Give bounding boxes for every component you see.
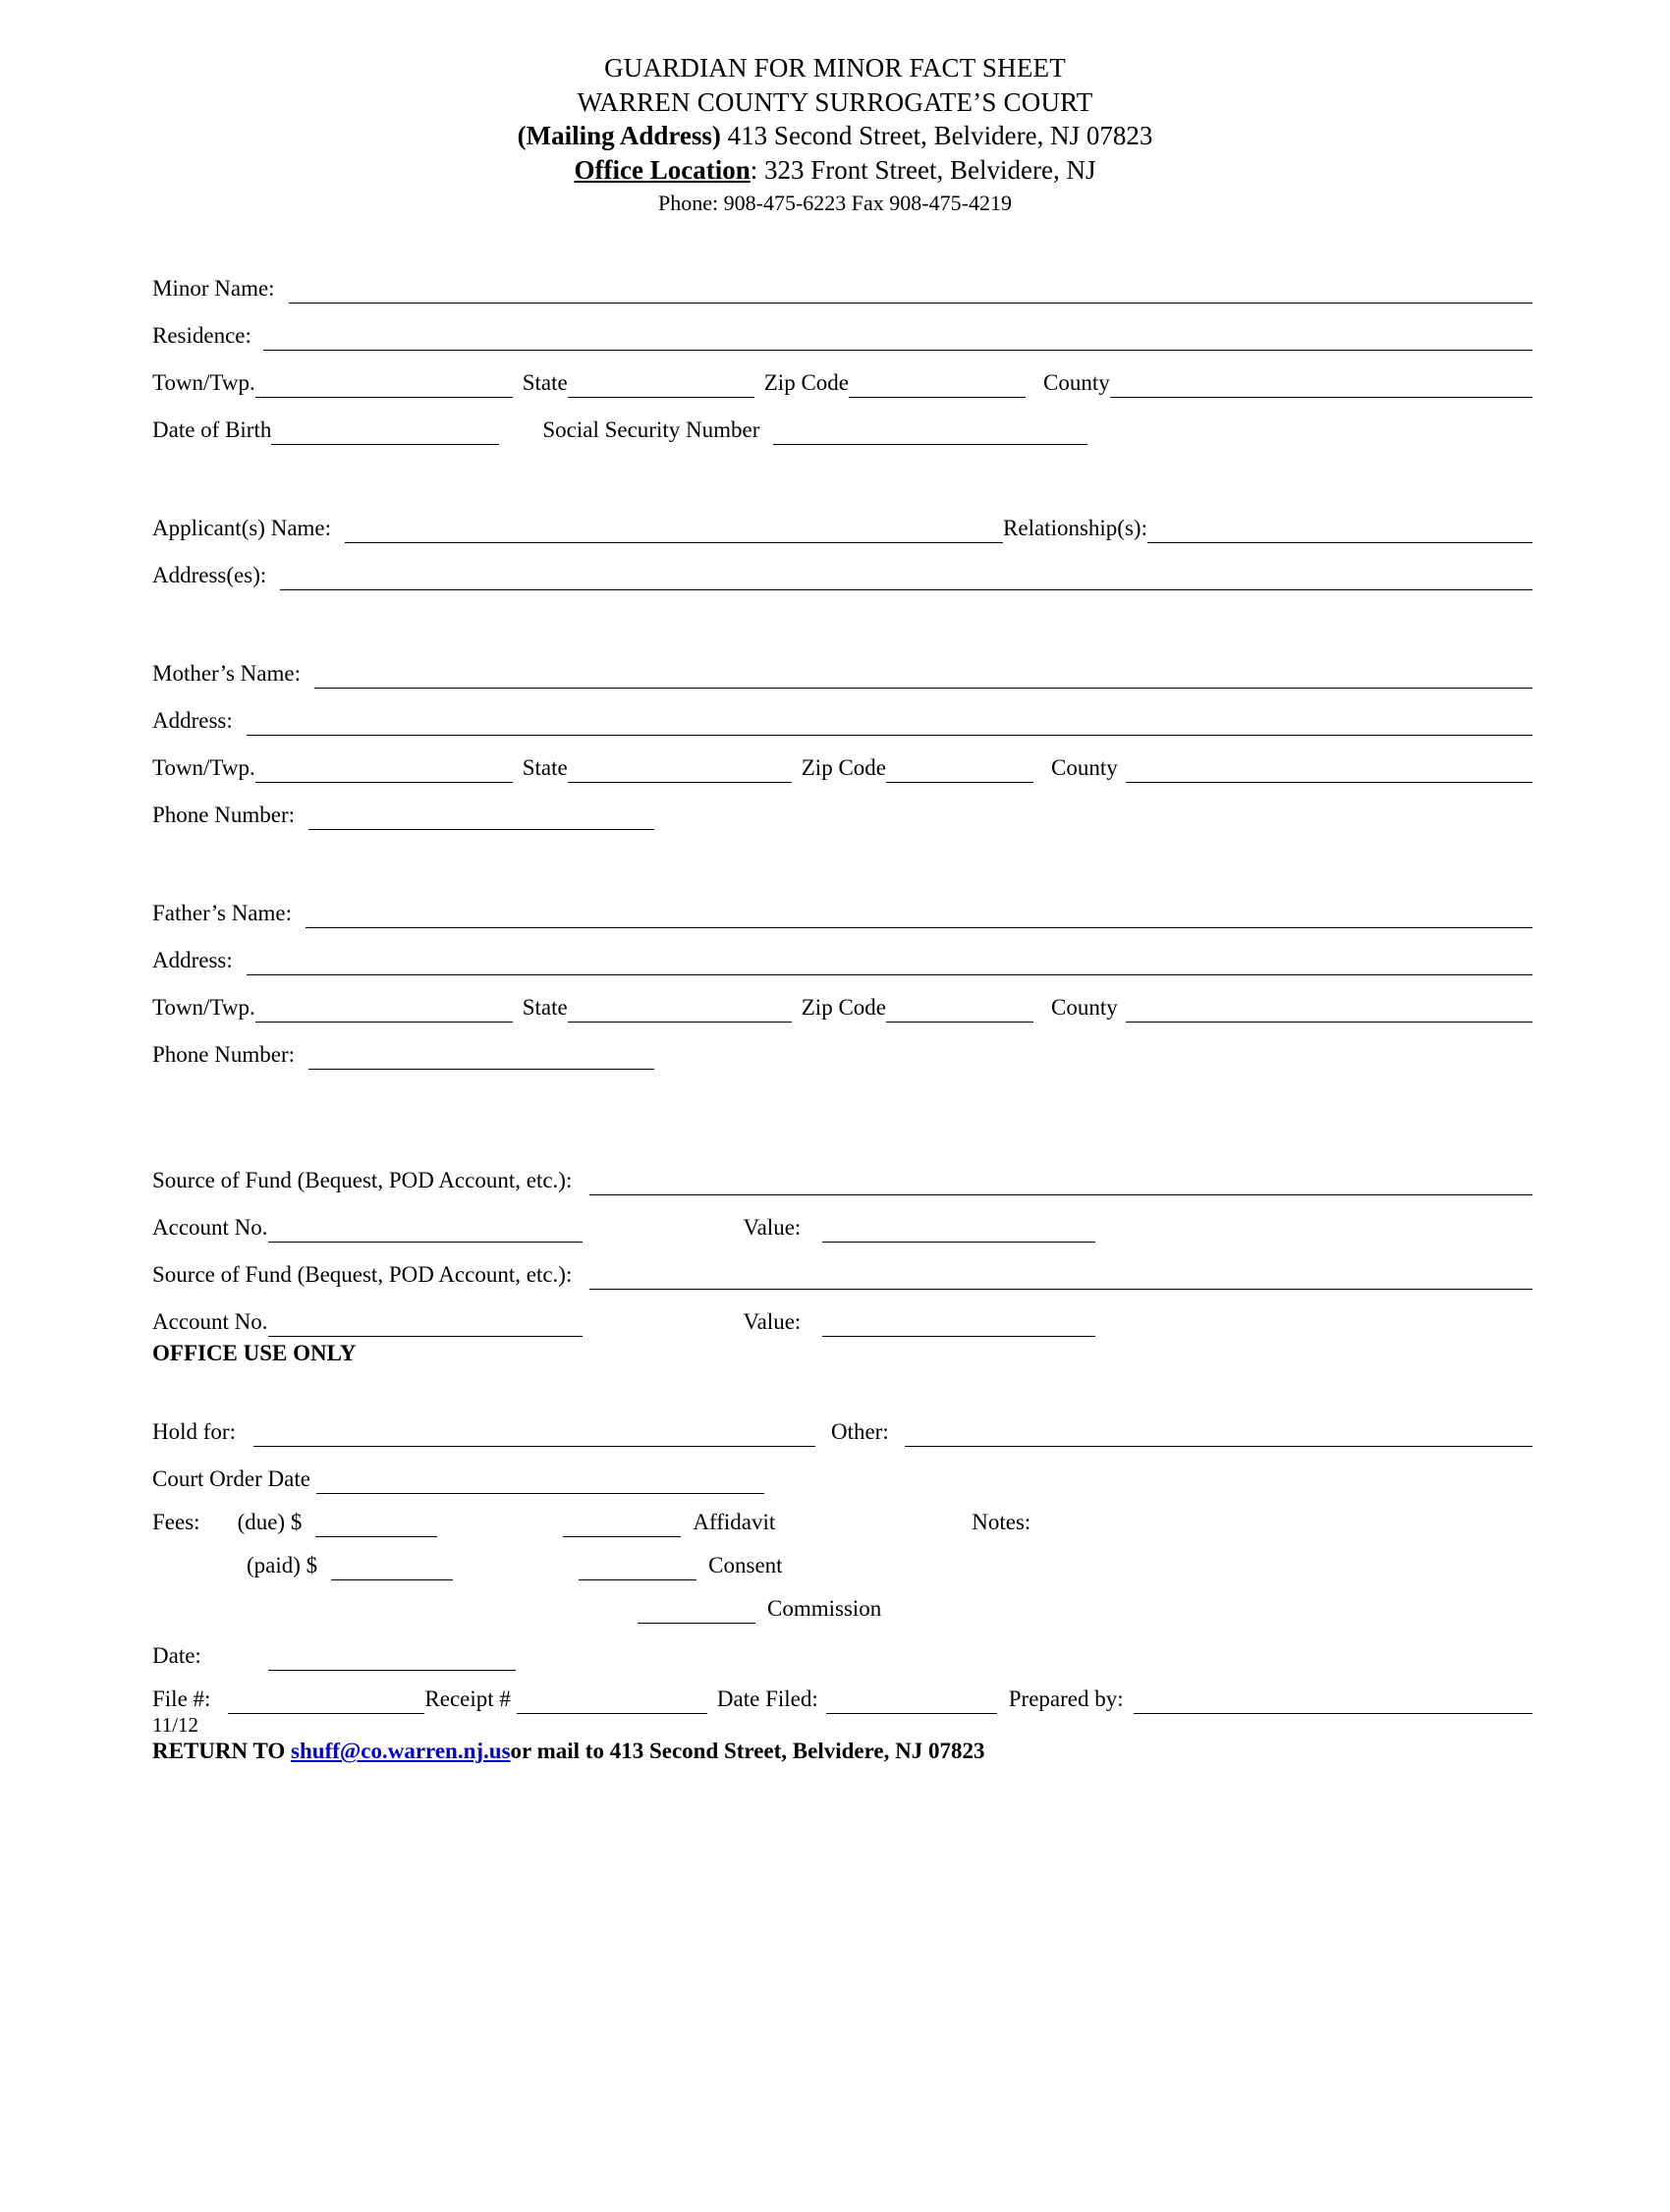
father-address-label: Address: xyxy=(152,948,233,973)
source-of-fund-1-label: Source of Fund (Bequest, POD Account, etc.): xyxy=(152,1168,573,1193)
minor-dob-input[interactable] xyxy=(271,421,499,445)
mailing-address-label: (Mailing Address) xyxy=(517,121,721,151)
applicant-relationship-input[interactable] xyxy=(1147,520,1532,543)
father-phone-input[interactable] xyxy=(308,1046,654,1070)
field-row-fees-paid-consent xyxy=(152,1537,1532,1580)
applicant-name-label: Applicant(s) Name: xyxy=(152,516,332,541)
minor-ssn-label: Social Security Number xyxy=(542,417,760,443)
field-row-father-address xyxy=(152,928,1532,975)
father-phone-label: Phone Number: xyxy=(152,1042,296,1068)
father-county-input[interactable] xyxy=(1126,999,1532,1023)
mother-zip-input[interactable] xyxy=(886,759,1033,783)
consent-label: Consent xyxy=(708,1553,783,1578)
office-use-only-heading: OFFICE USE ONLY xyxy=(152,1341,357,1366)
minor-county-input[interactable] xyxy=(1110,374,1532,398)
prepared-by-label: Prepared by: xyxy=(1008,1687,1124,1712)
commission-label: Commission xyxy=(767,1596,882,1622)
office-date-input[interactable] xyxy=(268,1647,516,1671)
mother-address-input[interactable] xyxy=(247,712,1532,736)
hold-for-label: Hold for: xyxy=(152,1419,236,1445)
father-town-input[interactable] xyxy=(255,999,513,1023)
father-zip-label: Zip Code xyxy=(801,995,886,1021)
minor-residence-input[interactable] xyxy=(263,327,1532,351)
return-email-link[interactable]: shuff@co.warren.nj.us xyxy=(291,1739,511,1764)
field-row-minor-town-state-zip-county xyxy=(152,351,1532,398)
date-filed-label: Date Filed: xyxy=(716,1687,818,1712)
affidavit-checkline[interactable] xyxy=(563,1514,681,1537)
father-zip-input[interactable] xyxy=(886,999,1033,1023)
document-footer xyxy=(0,1714,1670,1764)
minor-zip-label: Zip Code xyxy=(763,370,849,396)
fees-due-input[interactable] xyxy=(315,1514,437,1537)
father-name-input[interactable] xyxy=(306,905,1532,928)
document-page xyxy=(0,51,1670,2212)
account-no-2-input[interactable] xyxy=(268,1313,583,1337)
field-row-source-of-fund-1 xyxy=(152,1148,1532,1195)
value-1-input[interactable] xyxy=(822,1219,1095,1243)
header-title-line-2: WARREN COUNTY SURROGATE’S COURT xyxy=(577,86,1093,117)
account-no-1-label: Account No. xyxy=(152,1215,268,1241)
mother-town-label: Town/Twp. xyxy=(152,755,255,781)
prepared-by-input[interactable] xyxy=(1134,1690,1532,1714)
minor-name-input[interactable] xyxy=(289,280,1532,304)
other-label: Other: xyxy=(830,1419,889,1445)
mother-town-input[interactable] xyxy=(255,759,513,783)
father-address-input[interactable] xyxy=(247,952,1532,975)
source-of-fund-2-input[interactable] xyxy=(589,1266,1532,1290)
court-order-date-input[interactable] xyxy=(316,1470,764,1494)
applicant-address-label: Address(es): xyxy=(152,563,267,588)
file-number-label: File #: xyxy=(152,1687,211,1712)
field-row-father-name xyxy=(152,881,1532,928)
header-mailing-address xyxy=(0,119,1670,153)
applicant-address-input[interactable] xyxy=(280,567,1532,590)
field-row-father-town-state-zip-county xyxy=(152,975,1532,1023)
mother-phone-label: Phone Number: xyxy=(152,802,296,828)
other-input[interactable] xyxy=(905,1423,1532,1447)
fees-paid-label: (paid) $ xyxy=(247,1553,318,1578)
fees-due-label: (due) $ xyxy=(237,1510,303,1535)
office-location-label: Office Location xyxy=(574,154,751,185)
return-suffix: or mail to 413 Second Street, Belvidere, NJ 07823 xyxy=(510,1739,985,1764)
notes-label: Notes: xyxy=(972,1510,1031,1535)
mother-address-label: Address: xyxy=(152,708,233,734)
minor-state-label: State xyxy=(522,370,568,396)
mother-name-input[interactable] xyxy=(314,665,1532,689)
fees-label: Fees: xyxy=(152,1510,200,1535)
return-prefix: RETURN TO xyxy=(152,1739,292,1764)
mother-state-input[interactable] xyxy=(568,759,792,783)
file-number-input[interactable] xyxy=(228,1690,424,1714)
father-state-input[interactable] xyxy=(568,999,792,1023)
father-town-label: Town/Twp. xyxy=(152,995,255,1021)
field-row-commission xyxy=(152,1580,1532,1624)
field-row-mother-name xyxy=(152,641,1532,689)
header-phone-fax: Phone: 908-475-6223 Fax 908-475-4219 xyxy=(658,191,1012,216)
father-name-label: Father’s Name: xyxy=(152,901,293,926)
applicant-name-input[interactable] xyxy=(345,520,1003,543)
field-row-minor-dob-ssn xyxy=(152,398,1532,445)
field-row-minor-residence xyxy=(152,304,1532,351)
mailing-address-value: 413 Second Street, Belvidere, NJ 07823 xyxy=(720,121,1153,151)
field-row-mother-phone xyxy=(152,783,1532,830)
return-instructions xyxy=(152,1739,1670,1764)
account-no-1-input[interactable] xyxy=(268,1219,583,1243)
value-1-label: Value: xyxy=(743,1215,802,1241)
source-of-fund-2-label: Source of Fund (Bequest, POD Account, etc.): xyxy=(152,1262,573,1288)
minor-county-label: County xyxy=(1043,370,1110,396)
receipt-number-input[interactable] xyxy=(517,1690,707,1714)
court-order-date-label: Court Order Date xyxy=(152,1466,310,1492)
father-state-label: State xyxy=(522,995,568,1021)
header-office-location xyxy=(0,153,1670,188)
hold-for-input[interactable] xyxy=(253,1423,815,1447)
field-row-fees-due-affidavit-notes xyxy=(152,1494,1532,1537)
mother-name-label: Mother’s Name: xyxy=(152,661,301,687)
mother-state-label: State xyxy=(522,755,568,781)
field-row-account-value-2 xyxy=(152,1290,1532,1337)
field-row-father-phone xyxy=(152,1023,1532,1070)
receipt-number-label: Receipt # xyxy=(424,1687,511,1712)
applicant-relationship-label: Relationship(s): xyxy=(1003,516,1147,541)
field-row-court-order-date xyxy=(152,1447,1532,1494)
mother-county-label: County xyxy=(1051,755,1118,781)
mother-county-input[interactable] xyxy=(1126,759,1532,783)
minor-town-label: Town/Twp. xyxy=(152,370,255,396)
value-2-label: Value: xyxy=(743,1309,802,1335)
field-row-applicant-address xyxy=(152,543,1532,590)
minor-dob-label: Date of Birth xyxy=(152,417,272,443)
father-county-label: County xyxy=(1051,995,1118,1021)
consent-checkline[interactable] xyxy=(579,1557,696,1580)
field-row-file-receipt-datefiled-preparedby xyxy=(152,1671,1532,1714)
office-location-value: : 323 Front Street, Belvidere, NJ xyxy=(750,154,1096,185)
field-row-account-value-1 xyxy=(152,1195,1532,1243)
field-row-mother-town-state-zip-county xyxy=(152,736,1532,783)
minor-town-input[interactable] xyxy=(255,374,513,398)
mother-zip-label: Zip Code xyxy=(801,755,886,781)
revision-date: 11/12 xyxy=(152,1713,199,1738)
commission-checkline[interactable] xyxy=(638,1600,755,1624)
field-row-hold-for-other xyxy=(152,1400,1532,1447)
minor-name-label: Minor Name: xyxy=(152,276,275,302)
mother-phone-input[interactable] xyxy=(308,806,654,830)
value-2-input[interactable] xyxy=(822,1313,1095,1337)
minor-residence-label: Residence: xyxy=(152,323,251,349)
minor-zip-input[interactable] xyxy=(849,374,1026,398)
field-row-applicant-name xyxy=(152,496,1532,543)
field-row-mother-address xyxy=(152,689,1532,736)
header-title-line-1: GUARDIAN FOR MINOR FACT SHEET xyxy=(604,53,1066,83)
field-row-office-date xyxy=(152,1624,1532,1671)
fees-paid-input[interactable] xyxy=(331,1557,453,1580)
minor-ssn-input[interactable] xyxy=(773,421,1087,445)
minor-state-input[interactable] xyxy=(568,374,754,398)
source-of-fund-1-input[interactable] xyxy=(589,1172,1532,1195)
field-row-minor-name xyxy=(152,256,1532,304)
office-date-label: Date: xyxy=(152,1643,201,1669)
form-body xyxy=(0,256,1670,1714)
field-row-source-of-fund-2 xyxy=(152,1243,1532,1290)
affidavit-label: Affidavit xyxy=(693,1510,776,1535)
account-no-2-label: Account No. xyxy=(152,1309,268,1335)
date-filed-input[interactable] xyxy=(826,1690,997,1714)
document-header xyxy=(0,51,1670,217)
